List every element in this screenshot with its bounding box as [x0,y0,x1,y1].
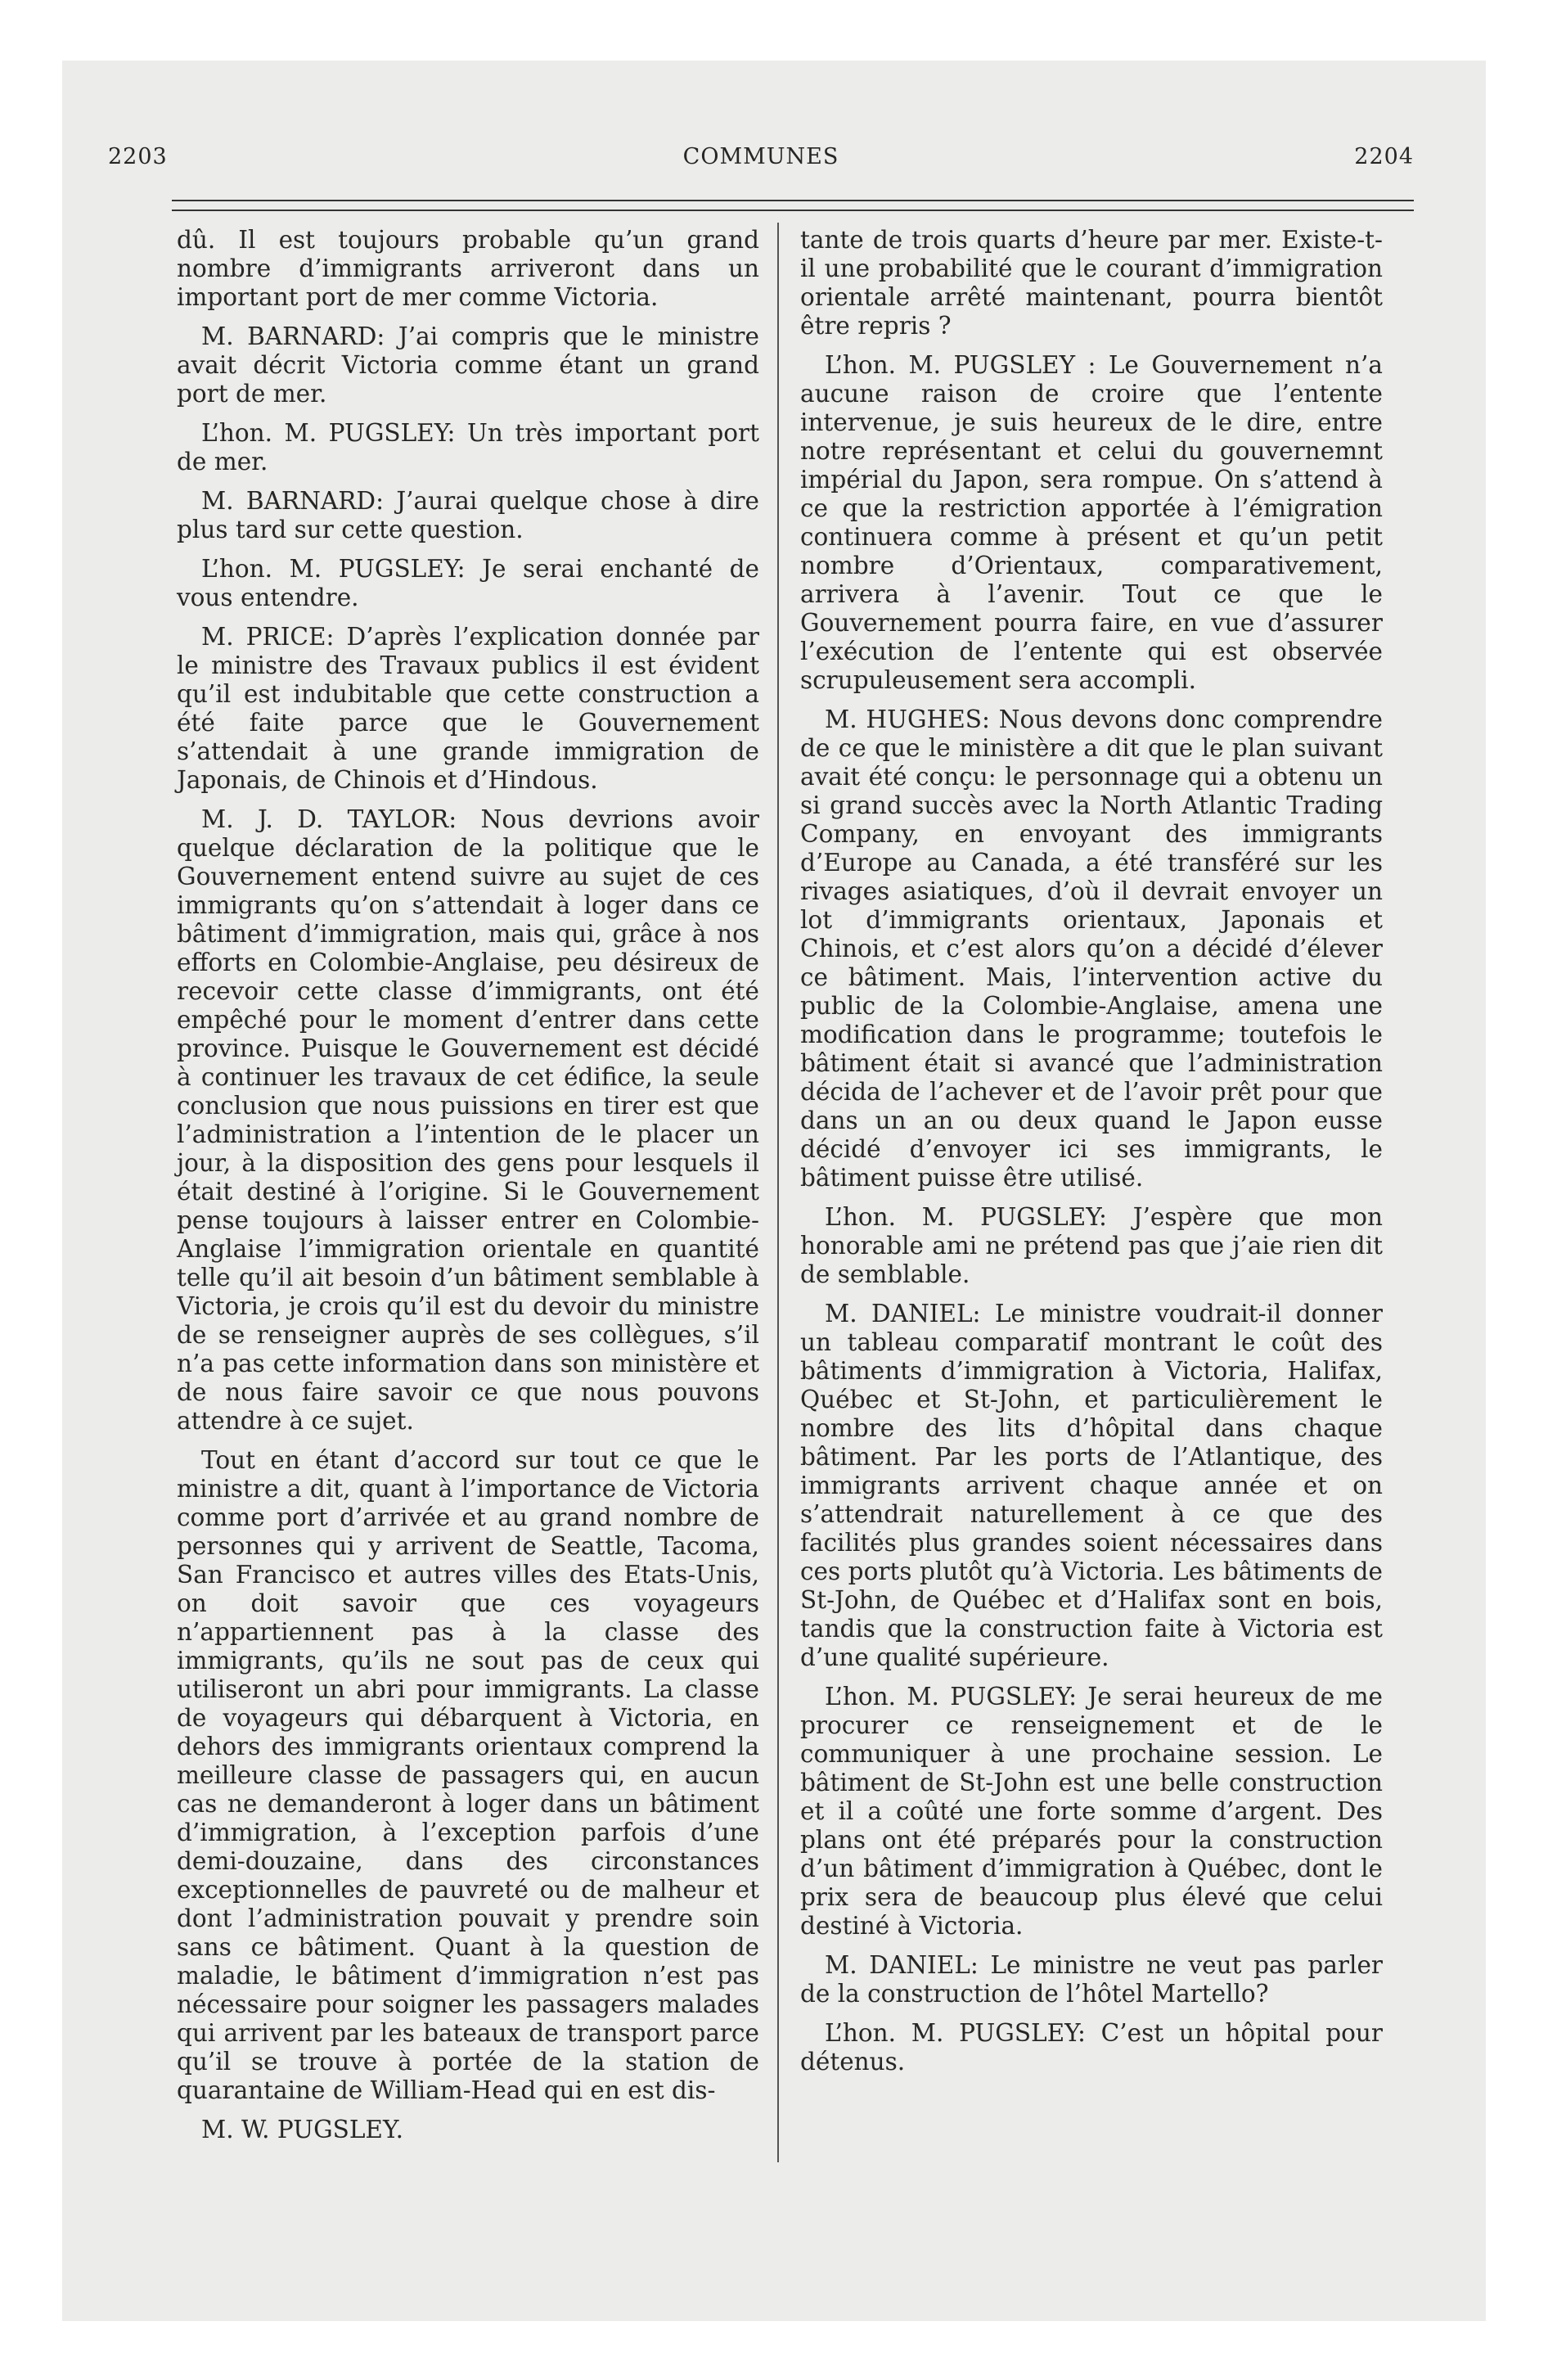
paragraph: M. DANIEL: Le ministre ne veut pas parler de la construction de l’hôtel Martello? [800,1951,1383,2008]
speaker-signature: M. W. PUGSLEY. [201,2116,404,2143]
column-divider [777,223,779,2162]
page-title: COMMUNES [682,144,839,169]
paragraph: M. HUGHES: Nous devons donc comprendre de ce que le ministère a dit que le plan suivant avait été conçu: le personnage qui a obtenu un si grand succès avec la North Atlantic Trading Company, en envoyant des immigrants d’Europe au Canada, a été transféré sur les rivages asiatiques, d’où il devrait envoyer un lot d’immigrants orientaux, Japonais et Chinois, et c’est alors qu’on a décidé d’élever ce bâtiment. Mais, l’intervention active du public de la Colombie-Anglaise, amena une modification dans le programme; toutefois le bâtiment était si avancé que l’administration décida de l’achever et de l’avoir prêt pour que dans un an ou deux quand le Japon eusse décidé d’envoyer ici ses immigrants, le bâtiment puisse être utilisé. [800,705,1383,1192]
paragraph: M. BARNARD: J’ai compris que le ministre avait décrit Victoria comme étant un grand port de mer. [177,322,759,408]
paragraph: M. DANIEL: Le ministre voudrait-il donner un tableau comparatif montrant le coût des bâtiments d’immigration à Victoria, Halifax, Québec et St-John, et particulièrement le nombre des lits d’hôpital dans chaque bâtiment. Par les ports de l’Atlantique, des immigrants arrivent chaque année et on s’attendrait naturellement à ce que des facilités plus grandes soient nécessaires dans ces ports plutôt qu’à Victoria. Les bâtiments de St-John, de Québec et d’Halifax sont en bois, tandis que la construction faite à Victoria est d’une qualité supérieure. [800,1300,1383,1671]
paragraph: L’hon. M. PUGSLEY: Un très important port de mer. [177,419,759,476]
page-number-right: 2204 [1354,144,1414,169]
paragraph: tante de trois quarts d’heure par mer. Existe-t-il une probabilité que le courant d’immigration orientale arrêté maintenant, pourra bientôt être repris ? [800,226,1383,340]
paragraph: M. PRICE: D’après l’explication donnée par le ministre des Travaux publics il est évident qu’il est indubitable que cette construction a été faite parce que le Gouvernement s’attendait à une grande immigration de Japonais, de Chinois et d’Hindous. [177,623,759,794]
paragraph: L’hon. M. PUGSLEY : Le Gouvernement n’a aucune raison de croire que l’entente intervenue, je suis heureux de le dire, entre notre représentant et celui du gouvernemnt impérial du Japon, sera rompue. On s’attend à ce que la restriction apportée à l’émigration continuera comme à présent et qu’un petit nombre d’Orientaux, comparativement, arrivera à l’avenir. Tout ce que le Gouvernement pourra faire, en vue d’assurer l’exécution de l’entente qui est observée scrupuleusement sera accompli. [800,351,1383,694]
page-header [108,144,1414,177]
paragraph: Tout en étant d’accord sur tout ce que le ministre a dit, quant à l’importance de Victoria comme port d’arrivée et au grand nombre de personnes qui y arrivent de Seattle, Tacoma, San Francisco et autres villes des Etats-Unis, on doit savoir que ces voyageurs n’appartiennent pas à la classe des immigrants, qu’ils ne sout pas de ceux qui utiliseront un abri pour immigrants. La classe de voyageurs qui débarquent à Victoria, en dehors des immigrants orientaux comprend la meilleure classe de passagers qui, en aucun cas ne demanderont à loger dans un bâtiment d’immigration, à l’exception parfois d’une demi-douzaine, dans des circonstances exceptionnelles de pauvreté ou de malheur et dont l’administration pouvait y prendre soin sans ce bâtiment. Quant à la question de maladie, le bâtiment d’immigration n’est pas nécessaire pour soigner les passagers malades qui arrivent par les bateaux de transport parce qu’il se trouve à portée de la station de quarantaine de William-Head qui en est dis- [177,1446,759,2104]
header-rule-bottom [172,210,1414,211]
paragraph: L’hon. M. PUGSLEY: C’est un hôpital pour détenus. [800,2019,1383,2076]
page-number-left: 2203 [108,144,168,169]
paragraph: M. J. D. TAYLOR: Nous devrions avoir quelque déclaration de la politique que le Gouvernement entend suivre au sujet de ces immigrants qu’on s’attendait à loger dans ce bâtiment d’immigration, mais qui, grâce à nos efforts en Colombie-Anglaise, peu désireux de recevoir cette classe d’immigrants, ont été empêché pour le moment d’entrer dans cette province. Puisque le Gouvernement est décidé à continuer les travaux de cet édifice, la seule conclusion que nous puissions en tirer est que l’administration a l’intention de le placer un jour, à la disposition des gens pour lesquels il était destiné à l’origine. Si le Gouvernement pense toujours à laisser entrer en Colombie-Anglaise l’immigration orientale en quantité telle qu’il ait besoin d’un bâtiment semblable à Victoria, je crois qu’il est du devoir du ministre de se renseigner auprès de ses collègues, s’il n’a pas cette information dans son ministère et de nous faire savoir ce que nous pouvons attendre à ce sujet. [177,805,759,1435]
paragraph: dû. Il est toujours probable qu’un grand nombre d’immigrants arriveront dans un important port de mer comme Victoria. [177,226,759,311]
header-rule-top [172,200,1414,201]
paragraph: M. BARNARD: J’aurai quelque chose à dire plus tard sur cette question. [177,487,759,543]
left-column [177,226,759,2155]
paragraph: L’hon. M. PUGSLEY: Je serai heureux de me procurer ce renseignement et de le communiquer à une prochaine session. Le bâtiment de St-John est une belle construction et il a coûté une forte somme d’argent. Des plans ont été préparés pour la construction d’un bâtiment d’immigration à Québec, dont le prix sera de beaucoup plus élevé que celui destiné à Victoria. [800,1683,1383,1940]
paragraph: L’hon. M. PUGSLEY: J’espère que mon honorable ami ne prétend pas que j’aie rien dit de semblable. [800,1203,1383,1288]
paragraph: L’hon. M. PUGSLEY: Je serai enchanté de vous entendre. [177,555,759,611]
right-column [800,226,1383,2087]
